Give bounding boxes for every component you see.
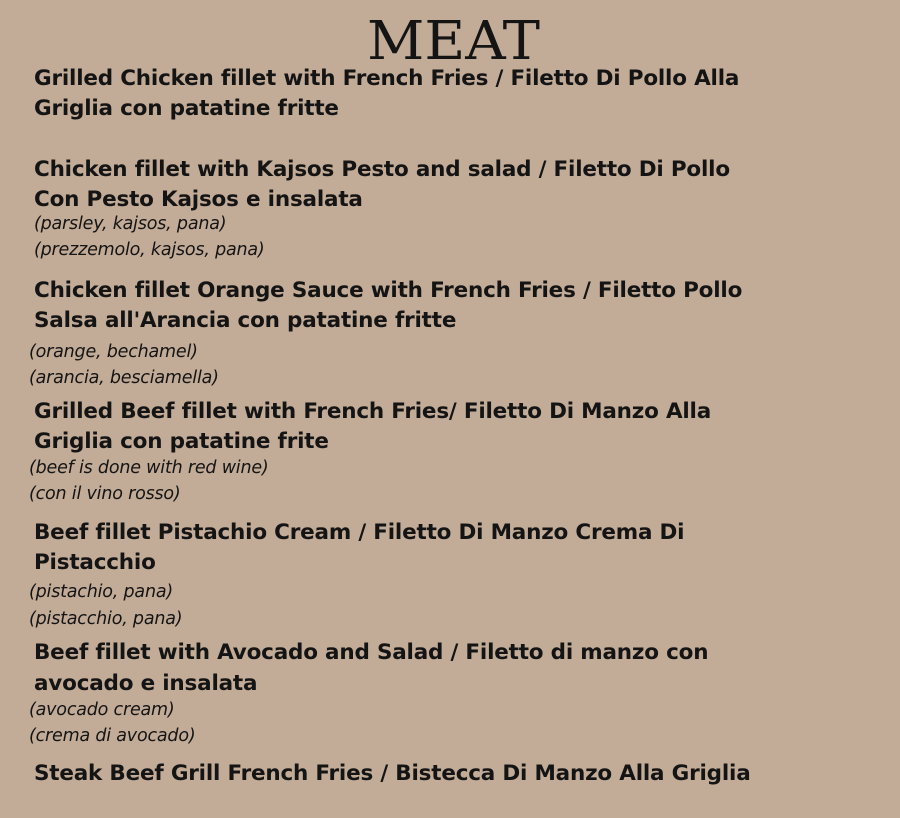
item-name-line: avocado e insalata — [34, 671, 258, 696]
item-name-line: Beef fillet with Avocado and Salad / Filetto di manzo con — [34, 640, 709, 665]
item-name-line: Steak Beef Grill French Fries / Bistecca Di Manzo Alla Griglia — [34, 761, 751, 786]
item-ingredients-it: (con il vino rosso) — [29, 484, 181, 504]
item-ingredients-en: (parsley, kajsos, pana) — [34, 214, 227, 234]
item-name-line: Beef fillet Pistachio Cream / Filetto Di Manzo Crema Di — [34, 520, 685, 545]
item-ingredients-it: (arancia, besciamella) — [29, 368, 219, 388]
item-name-line: Salsa all'Arancia con patatine fritte — [34, 308, 457, 333]
item-ingredients-it: (pistacchio, pana) — [29, 609, 183, 629]
item-name-line: Pistacchio — [34, 550, 156, 575]
item-ingredients-en: (beef is done with red wine) — [29, 458, 269, 478]
item-name-line: Grilled Beef fillet with French Fries/ Filetto Di Manzo Alla — [34, 399, 712, 424]
item-name-line: Con Pesto Kajsos e insalata — [34, 187, 363, 212]
item-ingredients-en: (pistachio, pana) — [29, 582, 173, 602]
item-name-line: Chicken fillet with Kajsos Pesto and salad / Filetto Di Pollo — [34, 157, 730, 182]
item-name-line: Griglia con patatine fritte — [34, 96, 339, 121]
item-name-line: Chicken fillet Orange Sauce with French Fries / Filetto Pollo — [34, 278, 743, 303]
item-ingredients-en: (avocado cream) — [29, 700, 175, 720]
item-ingredients-en: (orange, bechamel) — [29, 342, 198, 362]
item-ingredients-it: (crema di avocado) — [29, 726, 196, 746]
item-ingredients-it: (prezzemolo, kajsos, pana) — [34, 240, 265, 260]
item-name-line: Grilled Chicken fillet with French Fries / Filetto Di Pollo Alla — [34, 66, 740, 91]
item-name-line: Griglia con patatine frite — [34, 429, 329, 454]
menu-section-title: MEAT — [367, 10, 540, 73]
